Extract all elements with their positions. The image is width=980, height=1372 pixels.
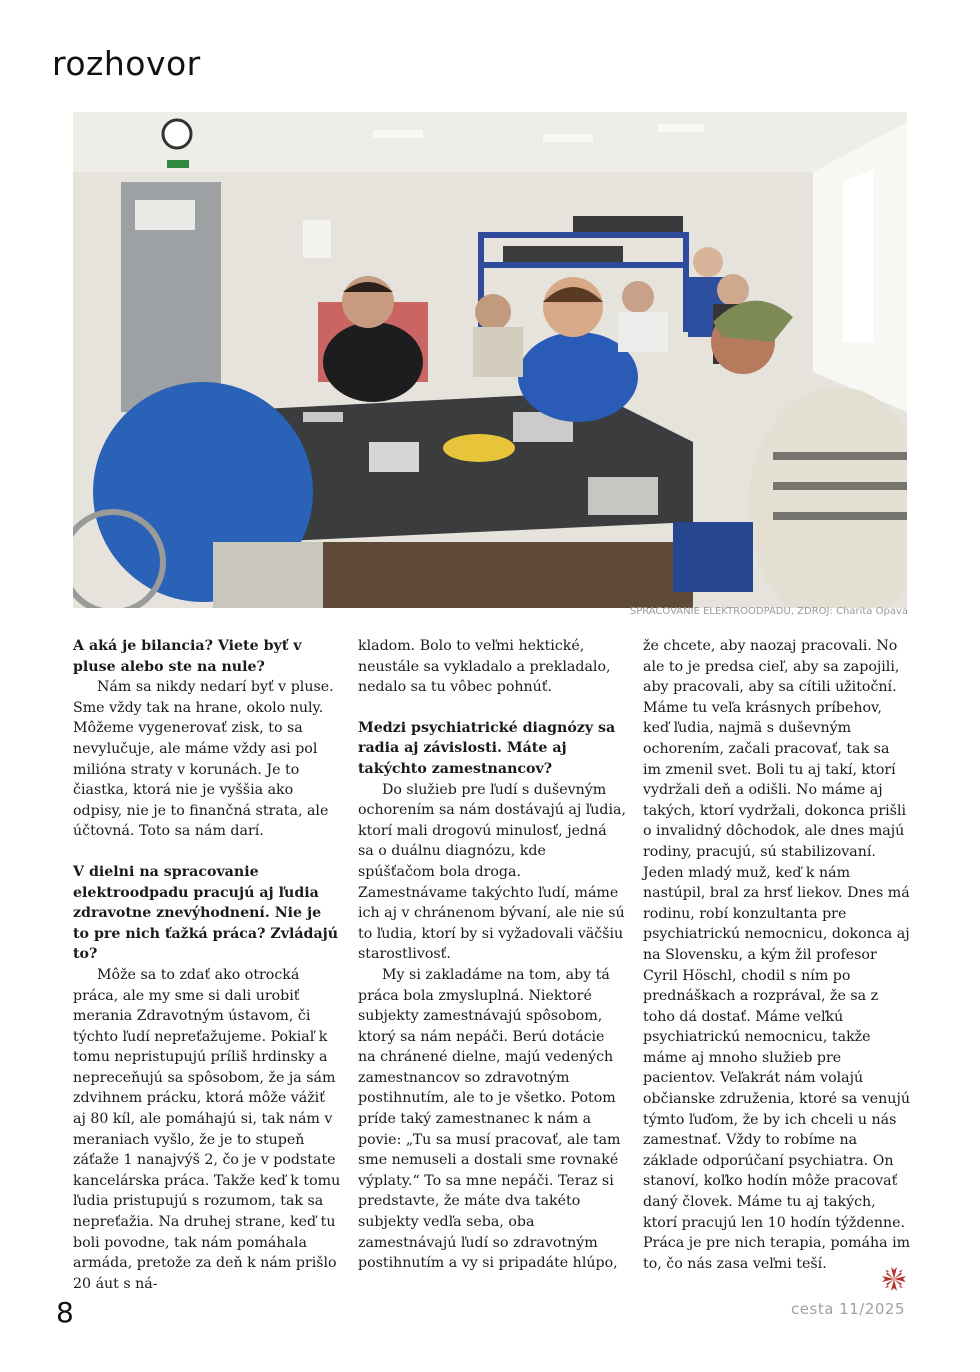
question-heading: A aká je bilancia? Viete byť v pluse alebo ste na nule? [73, 638, 302, 675]
charity-cross-logo [880, 1265, 908, 1293]
paragraph: My si zakladáme na tom, aby tá práca bola zmysluplná. Niektoré subjekty zamestnávajú spôsobom, ktorý sa nám nepáči. Berú dotácie na chránené dielne, majú vedených zamestnancov so zdravotným postihnutím, ale to je všetko. Potom príde taký zamestnanec k nám a povie: „Tu sa musí pracovať, ale tam sme nemuseli a dostali sme rovnaké výplaty.“ To sa mne nepáči. Teraz si predstavte, že máte dva takéto subjekty vedľa seba, oba zamestnávajú ľudí so zdravotným postihnutím a vy si pripadáte hlúpo, [358, 966, 621, 1272]
question-heading: Medzi psychiatrické diagnózy sa radia aj závislosti. Máte aj takýchto zamestnancov? [358, 719, 616, 777]
article-column-2 [358, 636, 626, 1274]
article-photo [73, 112, 907, 608]
paragraph: Nám sa nikdy nedarí byť v pluse. Sme vždy tak na hrane, okolo nuly. Môžeme vygenerovať zisk, to sa nevylučuje, ale máme vždy asi pol milióna straty v korunách. Je to čiastka, ktorá nie je vyššia ako odpisy, nie je to finančná strata, ale účtovná. Toto sa nám darí. [73, 679, 334, 840]
section-title: rozhovor [52, 44, 201, 83]
paragraph: Môže sa to zdať ako otrocká práca, ale my sme si dali urobiť merania Zdravotným ústavom, či týchto ľudí nepreťažujeme. Pokiaľ k tomu nepristupujú príliš hrdinsky a nepreceňujú sa spôsobom, že ja sám zdvihnem prácku, ktorá môže vážiť aj 80 kíl, ale pomáhajú si, tak nám v meraniach vyšlo, že je to stupeň záťaže 1 nanajvýš 2, čo je v podstate kancelárska práca. Takže keď k tomu ľudia pristupujú s rozumom, tak sa nepreťažia. Na druhej strane, keď tu boli povodne, tak nám pomáhala armáda, pretože za deň k nám prišlo 20 áut s ná- [73, 966, 341, 1292]
page-number: 8 [56, 1296, 74, 1329]
issue-label: cesta 11/2025 [791, 1300, 905, 1318]
article-column-1 [73, 636, 341, 1294]
photo-credit: SPRACOVANIE ELEKTROODPADU, ZDROJ: Charita Opava [629, 606, 908, 617]
article-column-3 [643, 636, 911, 1274]
paragraph-continued: kladom. Bolo to veľmi hektické, neustále sa vykladalo a prekladalo, nedalo sa tu vôbec pohnúť. [358, 638, 611, 696]
paragraph-gap [73, 842, 341, 862]
paragraph-continued: že chcete, aby naozaj pracovali. No ale to je predsa cieľ, aby sa zapojili, aby pracovali, aby sa cítili užitoční. Máme tu veľa krásnych príbehov, keď ľudia, najmä s duševným ochorením, začali pracovať, tak sa im zmenil svet. Boli tu aj takí, ktorí vydržali deň a odišli. No máme aj takých, ktorí vydržali, dokonca prišli o invalidný dôchodok, ale dnes majú rodiny, pracujú, sú stabilizovaní. Jeden mladý muž, keď k nám nastúpil, bral za hrsť liekov. Dnes má rodinu, robí konzultanta pre psychiatrickú nemocnicu, dokonca aj na Slovensku, a kým žil profesor Cyril Höschl, chodil s ním po prednáškach a rozprával, že sa z toho dá dostať. Máme veľkú psychiatrickú nemocnicu, takže máme aj mnoho služieb pre pacientov. Veľakrát nám volajú občianske združenia, ktoré sa venujú týmto ľuďom, že by ich chceli u nás zamestnať. Vždy to robíme na základe odporúčaní psychiatra. On stanoví, koľko hodín môže pracovať daný človek. Máme tu aj takých, ktorí pracujú len 10 hodín týždenne. Práca je pre nich terapia, pomáha im to, čo nás zasa veľmi teší. [643, 638, 911, 1272]
paragraph-gap [358, 698, 626, 718]
paragraph: Do služieb pre ľudí s duševným ochorením sa nám dostávajú aj ľudia, ktorí mali drogovú minulosť, jedná sa o duálnu diagnózu, kde spúšťačom bola droga. Zamestnávame takýchto ľudí, máme ich aj v chránenom bývaní, ale nie sú to ľudia, ktorí by si vyžadovali väčšiu starostlivosť. [358, 781, 627, 963]
workshop-photo-illustration [73, 112, 907, 608]
question-heading: V dielni na spracovanie elektroodpadu pracujú aj ľudia zdravotne znevýhodnení. Nie je to pre nich ťažká práca? Zvládajú to? [73, 863, 339, 963]
